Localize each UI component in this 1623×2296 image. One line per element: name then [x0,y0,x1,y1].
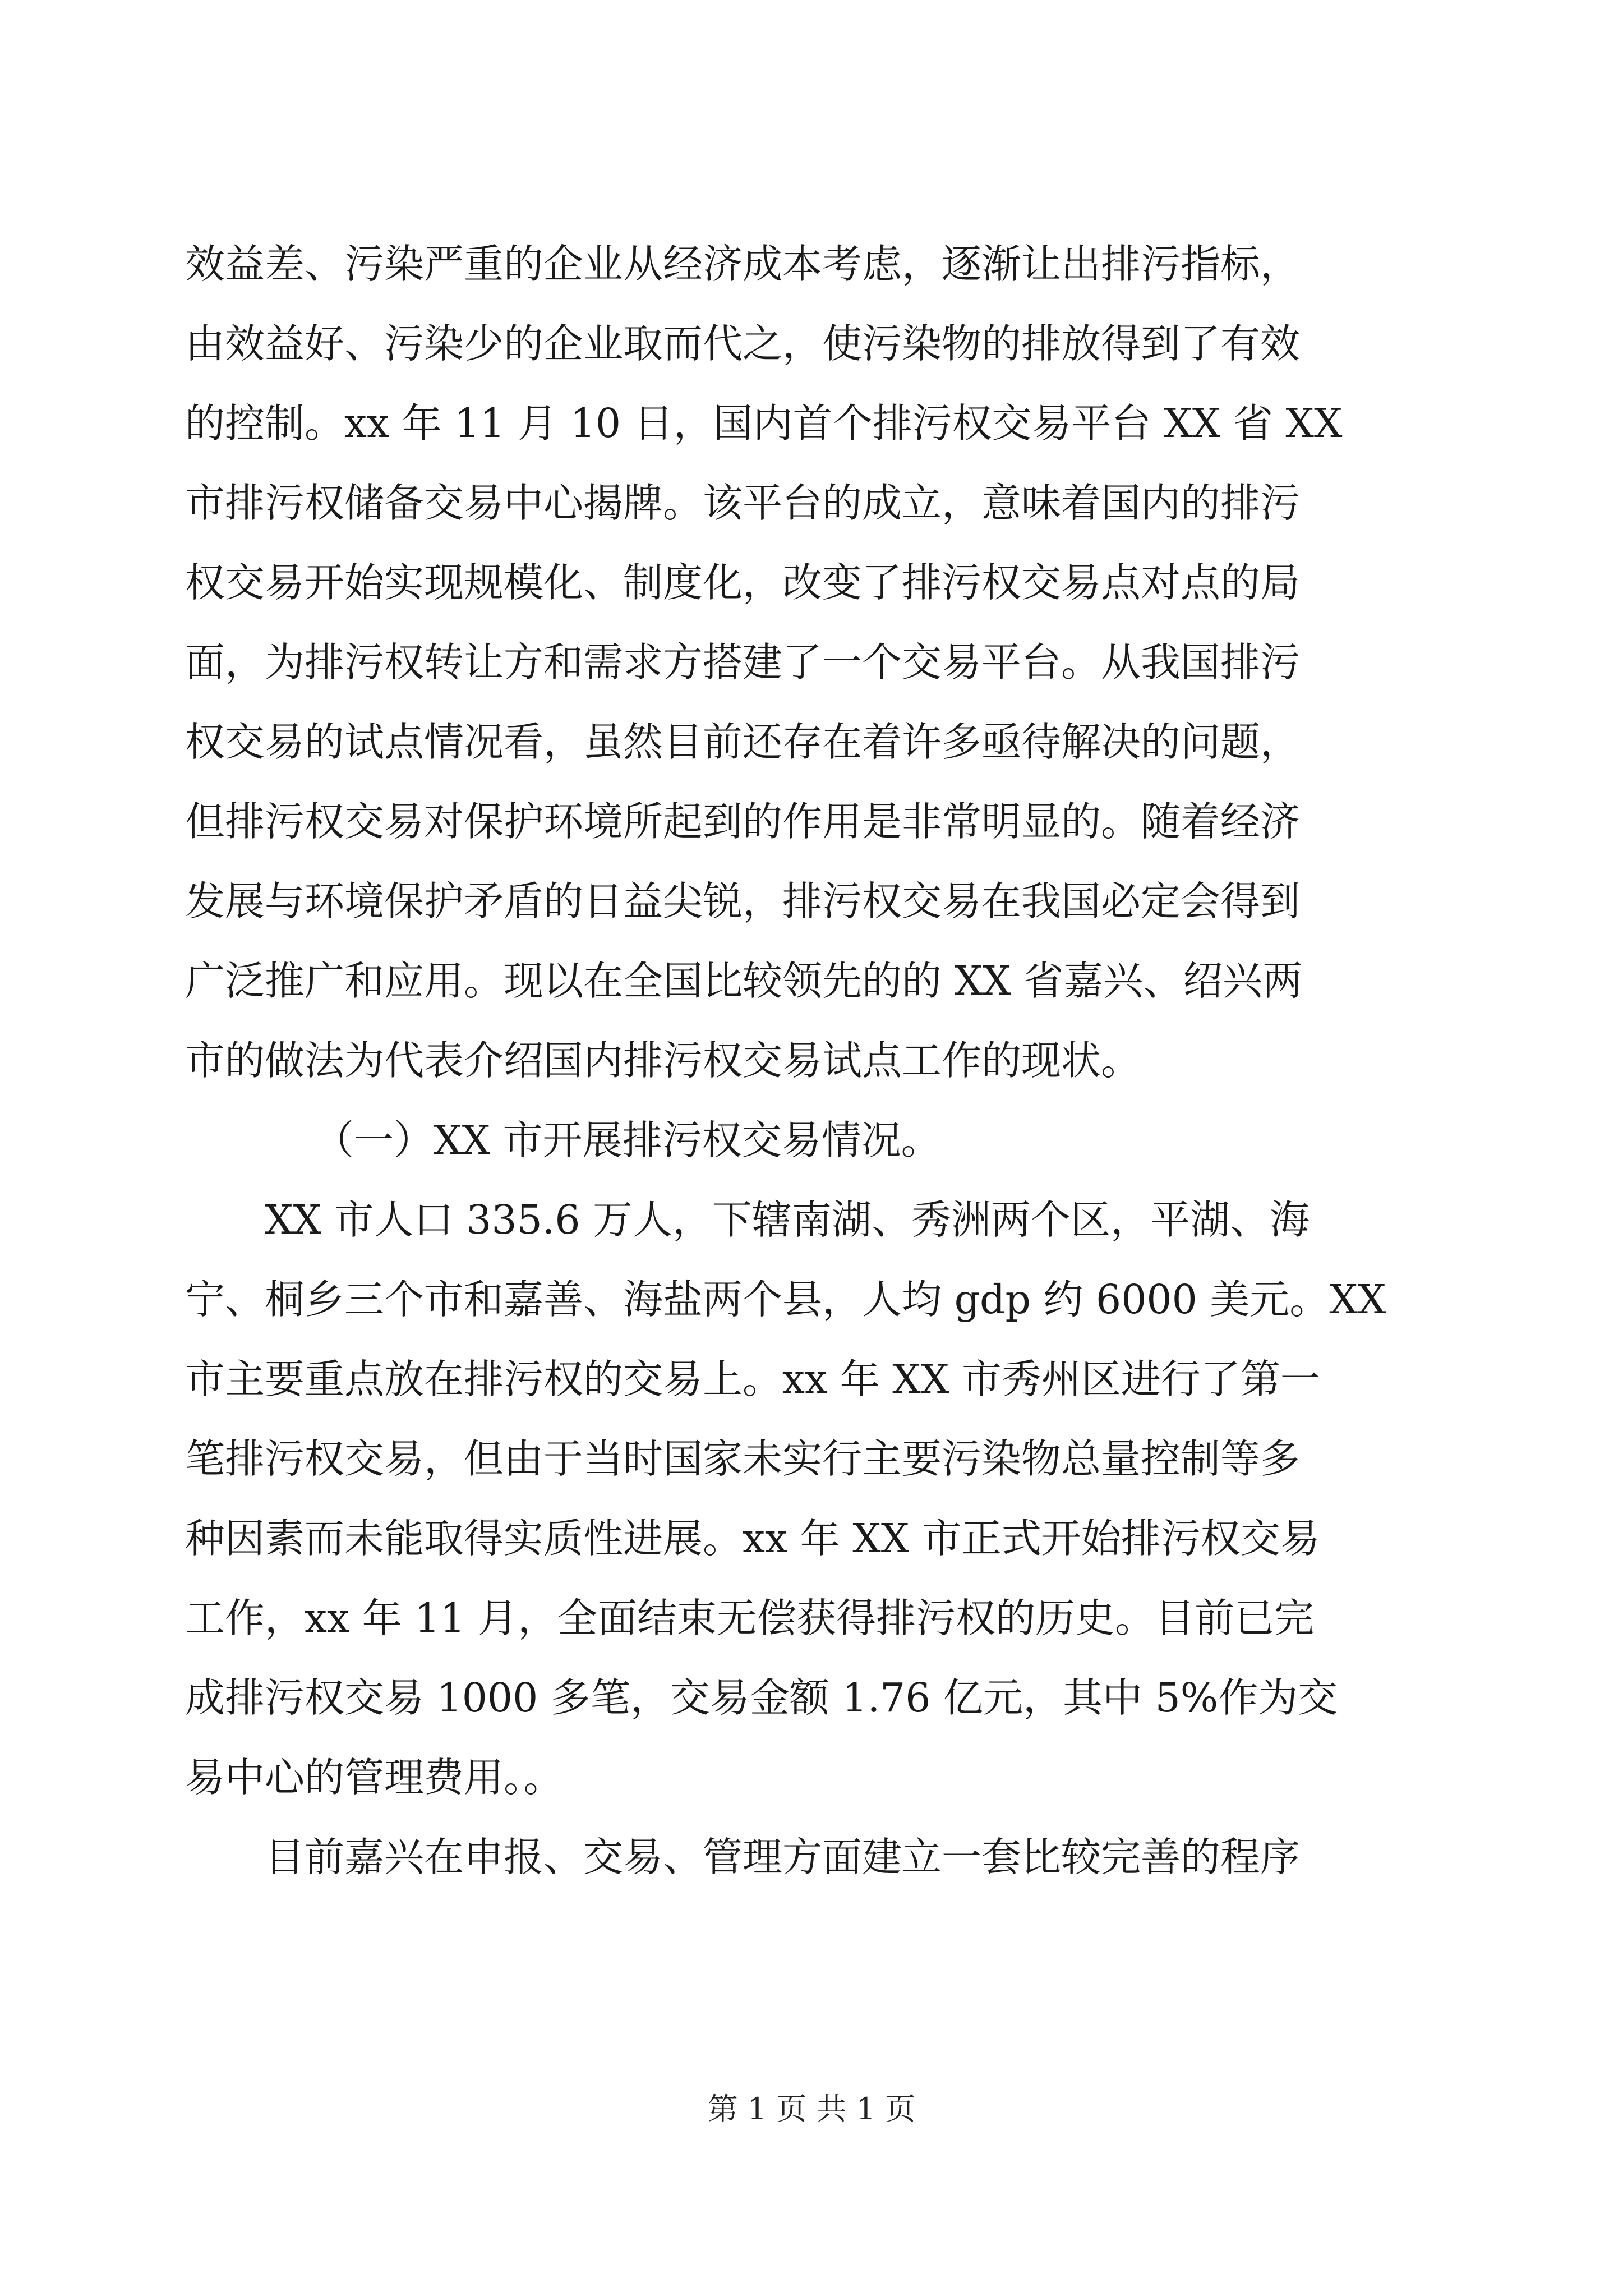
text-line: 发展与环境保护矛盾的日益尖锐，排污权交易在我国必定会得到 [185,878,1301,924]
paragraph-p1 [185,224,1447,1101]
text-line: 种因素而未能取得实质性进展。xx 年 XX 市正式开始排污权交易 [185,1515,1320,1562]
paragraph-p2 [185,1101,1447,1180]
text-line: 面，为排污权转让方和需求方搭建了一个交易平台。从我国排污 [185,639,1301,685]
text-line: 权交易的试点情况看，虽然目前还存在着许多亟待解决的问题， [185,719,1301,765]
text-line: 工作，xx 年 11 月，全面结束无偿获得排污权的历史。目前已完 [185,1595,1315,1641]
text-line: （一）XX 市开展排污权交易情况。 [314,1117,941,1163]
text-line: 市排污权储备交易中心揭牌。该平台的成立，意味着国内的排污 [185,480,1301,526]
paragraph-p3 [185,1180,1447,1818]
text-line: 的控制。xx 年 11 月 10 日，国内首个排污权交易平台 XX 省 XX [185,400,1343,447]
text-line: 宁、桐乡三个市和嘉善、海盐两个县，人均 gdp 约 6000 美元。XX [185,1276,1386,1323]
text-line: 成排污权交易 1000 多笔，交易金额 1.76 亿元，其中 5%作为交 [185,1674,1338,1721]
text-line: 笔排污权交易，但由于当时国家未实行主要污染物总量控制等多 [185,1435,1301,1482]
text-line: 但排污权交易对保护环境所起到的作用是非常明显的。随着经济 [185,798,1301,845]
text-line: 易中心的管理费用。。 [185,1754,564,1801]
text-line: 市的做法为代表介绍国内排污权交易试点工作的现状。 [185,1037,1141,1084]
text-line: 市主要重点放在排污权的交易上。xx 年 XX 市秀州区进行了第一 [185,1356,1320,1402]
text-line: 效益差、污染严重的企业从经济成本考虑，逐渐让出排污指标， [185,241,1301,287]
text-line: 由效益好、污染少的企业取而代之，使污染物的排放得到了有效 [185,320,1301,367]
paragraph-p4 [185,1818,1447,1897]
text-line: XX 市人口 335.6 万人，下辖南湖、秀洲两个区，平湖、海 [265,1197,1310,1243]
page-footer: 第 1 页 共 1 页 [707,2091,916,2127]
document-body [185,224,1447,1897]
text-line: 权交易开始实现规模化、制度化，改变了排污权交易点对点的局 [185,559,1301,606]
text-line: 目前嘉兴在申报、交易、管理方面建立一套比较完善的程序 [265,1834,1301,1880]
text-line: 广泛推广和应用。现以在全国比较领先的的 XX 省嘉兴、绍兴两 [185,958,1303,1004]
